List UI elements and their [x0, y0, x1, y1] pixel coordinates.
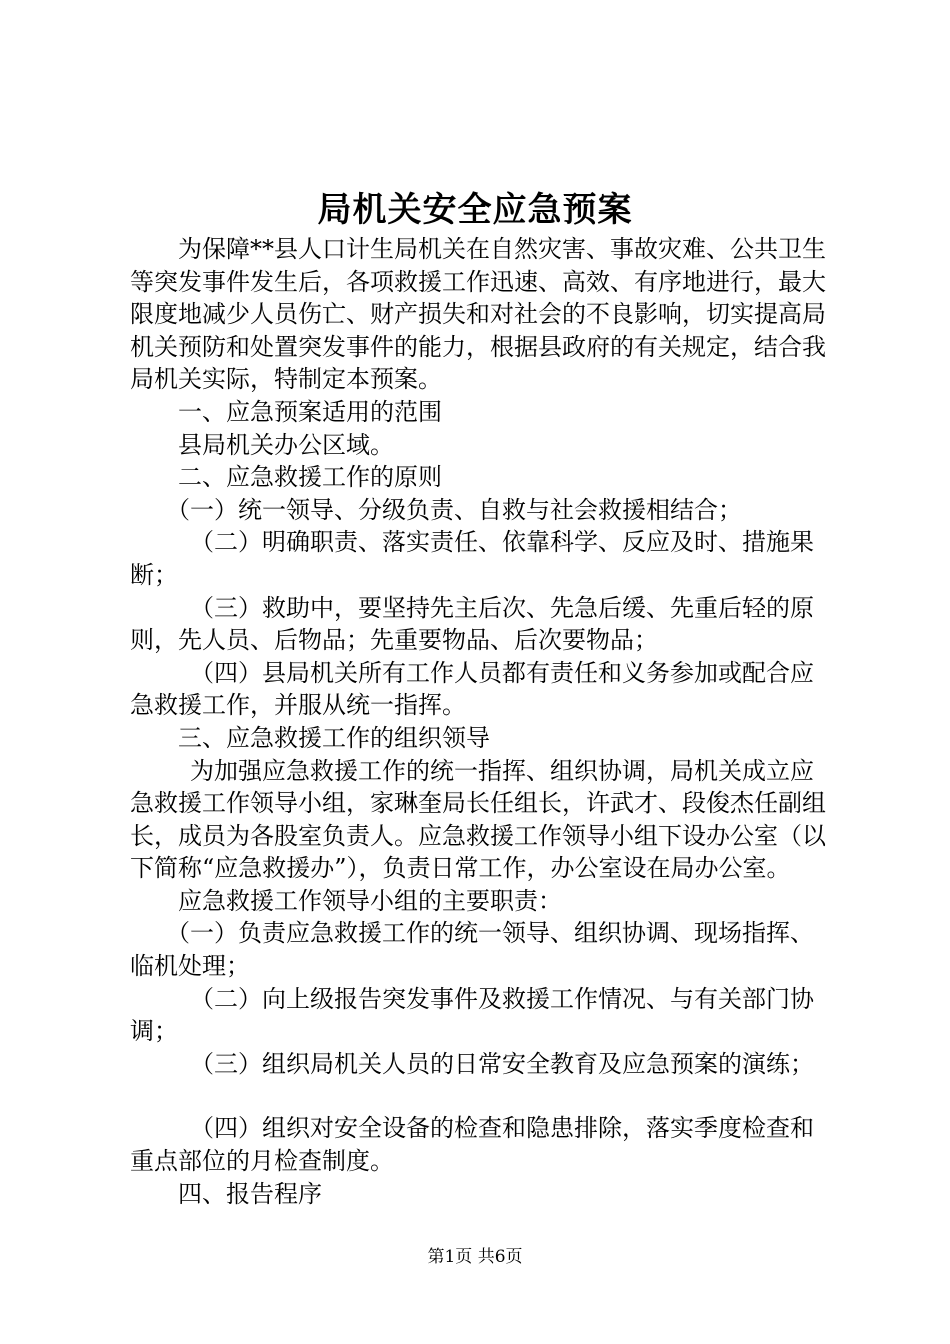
section-heading-leadership: 三、应急救援工作的组织领导 — [178, 723, 490, 752]
duty-item-2: （二）向上级报告突发事件及救援工作情况、与有关部门协调； — [130, 984, 814, 1046]
principle-item-3: （三）救助中，要坚持先主后次、先急后缓、先重后轻的原则，先人员、后物品；先重要物品、后次要物品； — [130, 593, 814, 655]
duties-heading: 应急救援工作领导小组的主要职责： — [178, 886, 562, 915]
leadership-paragraph: 为加强应急救援工作的统一指挥、组织协调，局机关成立应急救援工作领导小组，家琳奎局长任组长，许武才、段俊杰任副组长，成员为各股室负责人。应急救援工作领导小组下设办公室（以下简称“应急救援办”），负责日常工作，办公室设在局办公室。 — [130, 756, 826, 883]
principle-item-2: （二）明确职责、落实责任、依靠科学、反应及时、措施果断； — [130, 528, 814, 589]
section-heading-reporting: 四、报告程序 — [178, 1179, 322, 1208]
duty-item-4: （四）组织对安全设备的检查和隐患排除，落实季度检查和重点部位的月检查制度。 — [130, 1114, 814, 1176]
section-heading-scope: 一、应急预案适用的范围 — [178, 397, 442, 426]
principle-item-1: （一）统一领导、分级负责、自救与社会救援相结合； — [166, 495, 742, 524]
scope-paragraph: 县局机关办公区域。 — [178, 430, 394, 459]
duty-item-1: （一）负责应急救援工作的统一领导、组织协调、现场指挥、临机处理； — [130, 919, 814, 981]
blank-line — [130, 1080, 830, 1112]
section-heading-principles: 二、应急救援工作的原则 — [178, 463, 442, 492]
document-title: 局机关安全应急预案 — [317, 190, 633, 230]
duty-item-3: （三）组织局机关人员的日常安全教育及应急预案的演练； — [190, 1049, 814, 1078]
intro-paragraph: 为保障**县人口计生局机关在自然灾害、事故灾难、公共卫生等突发事件发生后，各项救援工作迅速、高效、有序地进行，最大限度地减少人员伤亡、财产损失和对社会的不良影响，切实提高局机关预防和处置突发事件的能力，根据县政府的有关规定，结合我局机关实际，特制定本预案。 — [130, 235, 826, 394]
page-footer: 第1页 共6页 — [427, 1247, 523, 1267]
document-body — [130, 233, 830, 1210]
principle-item-4: （四）县局机关所有工作人员都有责任和义务参加或配合应急救援工作，并服从统一指挥。 — [130, 658, 814, 720]
